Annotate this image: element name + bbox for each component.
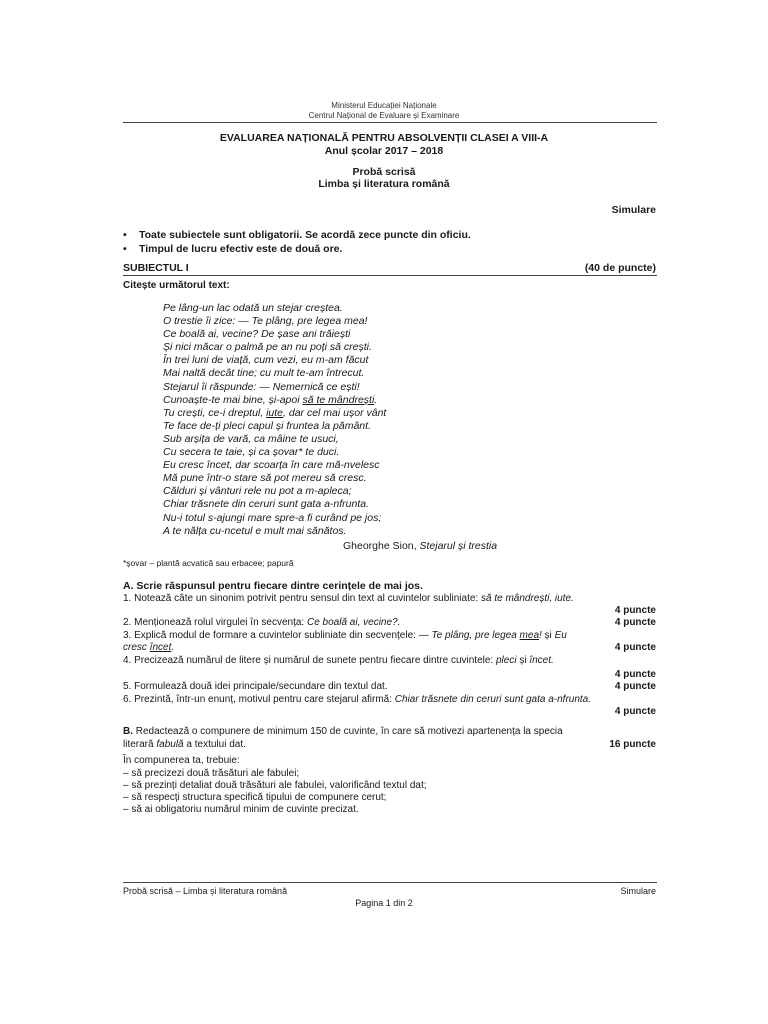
question-2: 2. Menționează rolul virgulei în secvența: Ce boală ai, vecine?.: [123, 617, 401, 628]
question-5-points: 4 puncte: [614, 681, 656, 692]
question-4-points: 4 puncte: [614, 669, 656, 680]
poem-line: Ce boală ai, vecine? De șase ani trăiești: [163, 328, 351, 341]
footer-left: Probă scrisă – Limba și literatura română: [123, 886, 288, 896]
poem-line: Tu crești, ce-i dreptul, iute, dar cel mai ușor vânt: [163, 406, 387, 419]
poem-line: Cunoaște-te mai bine, și-apoi să te mândrești.: [163, 393, 378, 406]
poem-line: O trestie îi zice: — Te plâng, pre legea mea!: [163, 315, 368, 328]
footnote: *șovar – plantă acvatică sau erbacee; papură: [123, 558, 294, 568]
poem-line: A te nălța cu-ncetul e mult mai sănătos.: [163, 524, 347, 537]
poem-line: Pe lâng-un lac odată un stejar creștea.: [163, 302, 343, 314]
poem-line: Nu-i totul s-ajungi mare spre-a fi curând pe jos;: [163, 511, 382, 524]
instruction-item: [123, 243, 342, 255]
poem-line: Și nici măcar o palmă pe an nu poți să crești.: [163, 341, 372, 354]
part-b-points: 16 puncte: [609, 739, 656, 750]
underlined-word: să te mândrești: [302, 393, 375, 406]
poem-line: În trei luni de viață, cum vezi, eu m-am făcut: [163, 354, 369, 367]
question-5: 5. Formulează două idei principale/secundare din textul dat.: [123, 681, 388, 692]
part-b-label: B.: [123, 726, 133, 737]
section-rule: [123, 275, 657, 276]
exam-title: EVALUAREA NAȚIONALĂ PENTRU ABSOLVENȚII CLASEI A VIII-A: [219, 132, 549, 144]
question-6-points: 4 puncte: [614, 706, 656, 717]
question-3-points: 4 puncte: [614, 642, 656, 653]
footer-right: Simulare: [620, 886, 656, 896]
poem-text: [163, 302, 386, 538]
subject-name: Limba și literatura română: [318, 178, 450, 190]
ministry-name: Ministerul Educației Naționale: [331, 101, 437, 110]
question-3-continued: cresc încet.: [123, 642, 175, 653]
part-b-requirement: – să respecți structura specifică tipului de compunere cerut;: [123, 792, 387, 803]
question-1-points: 4 puncte: [614, 605, 656, 616]
question-3: 3. Explică modul de formare a cuvintelor subliniate din secvențele: — Te plâng, pre legea mea! și Eu: [123, 630, 567, 641]
part-b-prompt: B. Redactează o compunere de minimum 150 de cuvinte, în care să motivezi apartenența la specia: [123, 726, 563, 737]
bullet-icon: •: [123, 243, 127, 255]
evaluation-center-name: Centrul Național de Evaluare și Examinare: [308, 111, 460, 120]
poem-line: Călduri și vânturi rele nu pot a m-apleca;: [163, 485, 352, 498]
poem-line: Stejarul îi răspunde: — Nemernică ce ești!: [163, 380, 360, 393]
read-text-label: Citește următorul text:: [123, 280, 230, 291]
poem-line: Mă pune într-o stare să pot mereu să cresc.: [163, 472, 367, 485]
underlined-word: iute: [266, 406, 284, 419]
question-4: 4. Precizează numărul de litere și numărul de sunete pentru fiecare dintre cuvintele: pleci și încet.: [123, 655, 554, 666]
simulation-label: Simulare: [611, 204, 656, 216]
poem-line: Eu cresc încet, dar scoarța în care mă-nvelesc: [163, 459, 380, 472]
part-a-title: A. Scrie răspunsul pentru fiecare dintre cerințele de mai jos.: [123, 580, 423, 592]
poem-line: Chiar trăsnete din ceruri sunt gata a-nfrunta.: [163, 498, 370, 511]
question-1: 1. Notează câte un sinonim potrivit pentru sensul din text al cuvintelor subliniate: să te mândrești, iute.: [123, 593, 574, 604]
section-points: (40 de puncte): [584, 262, 656, 274]
author-name: Gheorghe Sion,: [343, 540, 417, 552]
instruction-text: Timpul de lucru efectiv este de două ore.: [139, 243, 343, 255]
part-b-requirement: – să ai obligatoriu numărul minim de cuvinte precizat.: [123, 804, 359, 815]
header-rule: [123, 122, 657, 123]
part-b-requirement: – să precizezi două trăsături ale fabulei;: [123, 768, 300, 779]
instruction-text: Toate subiectele sunt obligatorii. Se acordă zece puncte din oficiu.: [139, 229, 471, 241]
part-b-requirement: – să prezinți detaliat două trăsături ale fabulei, valorificând textul dat;: [123, 780, 427, 791]
exam-type: Probă scrisă: [352, 166, 416, 178]
poem-line: Cu secera te taie, și ca șovar* te duci.: [163, 446, 340, 459]
section-title: SUBIECTUL I: [123, 262, 189, 274]
school-year: Anul școlar 2017 – 2018: [324, 145, 444, 157]
part-b-intro: În compunerea ta, trebuie:: [123, 755, 240, 766]
footer-rule: [123, 882, 657, 883]
poem-line: Sub arșița de vară, ca mâine te usuci,: [163, 432, 339, 445]
poem-line: Mai naltă decât tine; cu mult te-am întrecut.: [163, 367, 365, 380]
poem-line: Te face de-ți pleci capul și fruntea la pământ.: [163, 419, 371, 432]
instruction-item: [123, 229, 471, 241]
poem-attribution: [343, 540, 497, 552]
question-2-points: 4 puncte: [614, 617, 656, 628]
work-title: Stejarul și trestia: [419, 540, 498, 552]
question-6: 6. Prezintă, într-un enunț, motivul pentru care stejarul afirmă: Chiar trăsnete din ceruri sunt gata a-nfrunta.: [123, 694, 592, 705]
part-b-prompt-continued: literară fabulă a textului dat.: [123, 739, 246, 750]
bullet-icon: •: [123, 229, 127, 241]
page-number: Pagina 1 din 2: [355, 898, 413, 908]
